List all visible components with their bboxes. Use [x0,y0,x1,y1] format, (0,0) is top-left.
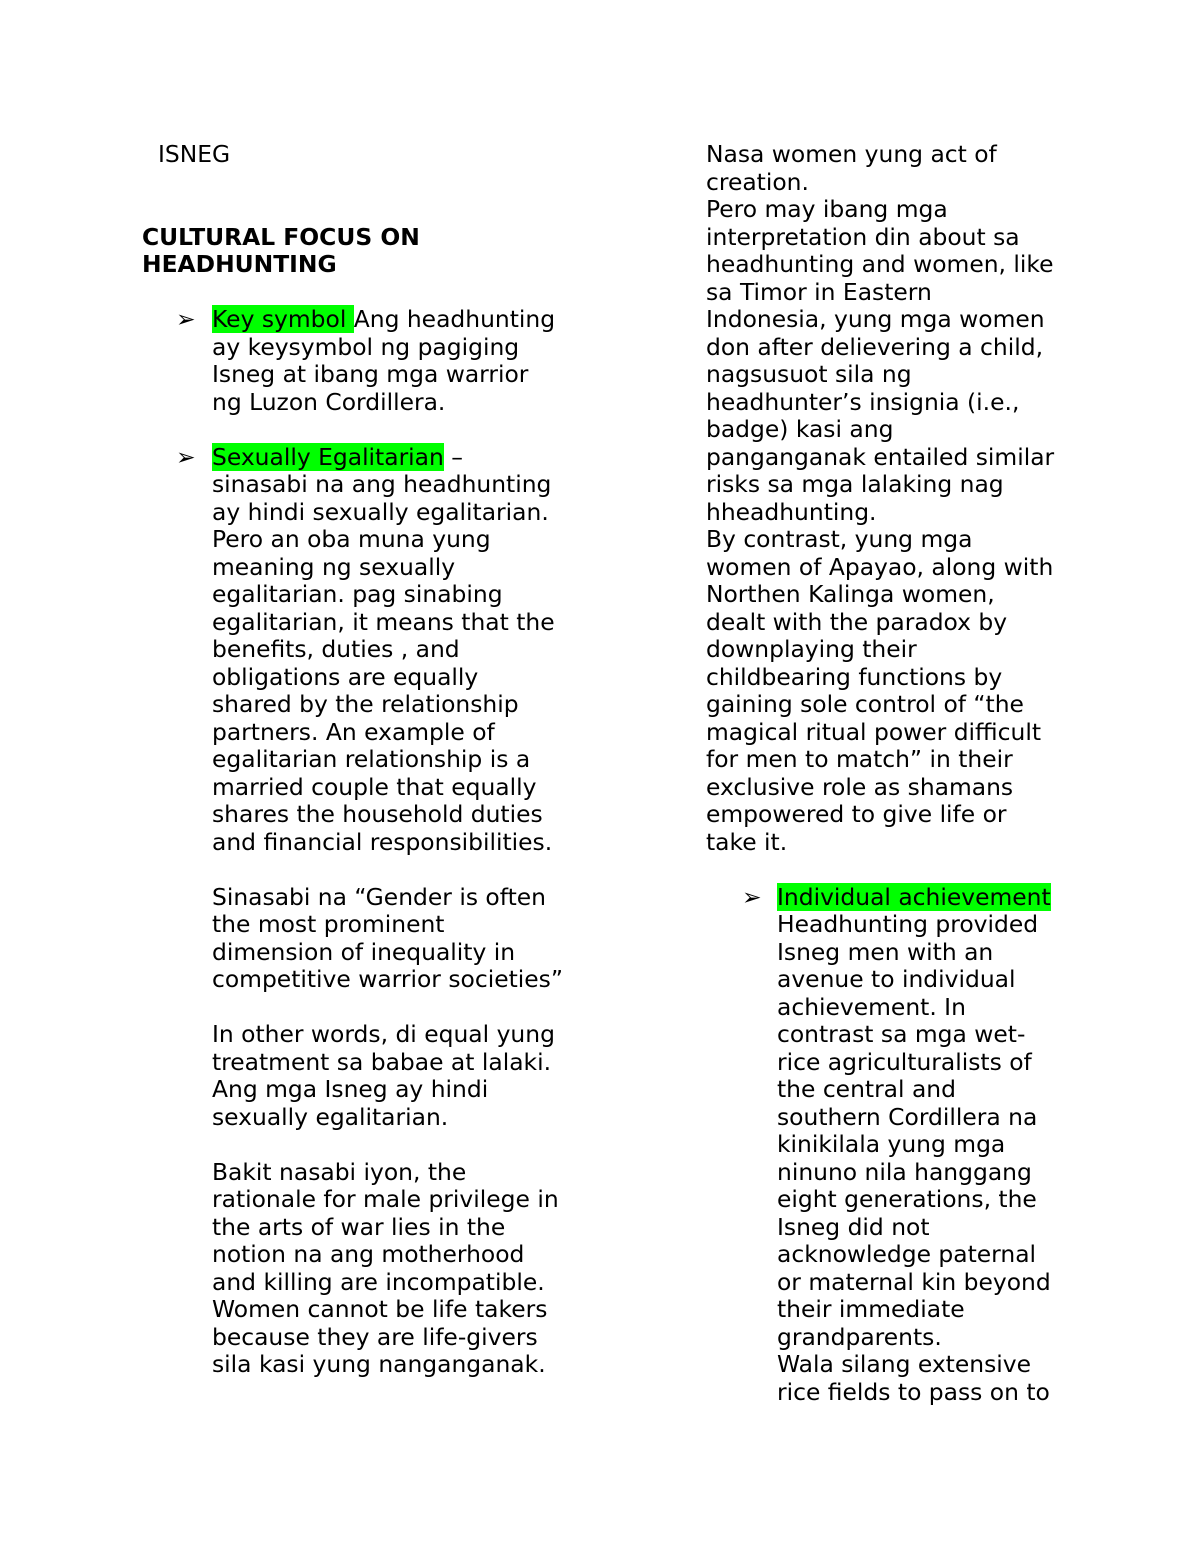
arrow-bullet-icon: ➢ [176,305,196,333]
bullet-individual-achievement: ➢ Individual achievement Headhunting provided Isneg men with an avenue to individual achievement. In contrast sa mga wet- rice agriculturalists of the central and southern Cordillera na kinikilala yung mga ninuno nila hanggang eight generations, the Isneg did not acknowledge paternal or maternal kin beyond their immediate grandparents. Wala silang extensive rice fields to pass on to [742,882,1051,1406]
bullet-key-symbol: ➢ Key symbol Ang headhunting ay keysymbol ng pagiging Isneg at ibang mga warrior ng Luzon Cordillera. [176,305,556,416]
arrow-bullet-icon: ➢ [742,882,762,911]
highlighted-term: Key symbol [212,305,354,333]
paragraph-women-creation: Nasa women yung act of creation. Pero may ibang mga interpretation din about sa headhunting and women, like sa Timor in Eastern Indonesia, yung mga women don after delievering a child, nagsusuot sila ng headhunter’s insignia (i.e., badge) kasi ang panganganak entailed similar risks sa mga lalaking nag hheadhunting. By contrast, yung mga women of Apayao, along with Northen Kalinga women, dealt with the paradox by downplaying their childbearing functions by gaining sole control of “the magical ritual power difficult for men to match” in their exclusive role as shamans empowered to give life or take it. [706,140,1055,856]
left-column [142,141,582,1379]
highlighted-term: Individual achievement [777,882,1051,911]
document-title: ISNEG [158,140,231,168]
paragraph-rationale: Bakit nasabi iyon, the rationale for male privilege in the arts of war lies in the notion na ang motherhood and killing are incompatible. Women cannot be life takers because they are life-givers sila kasi yung nanganganak. [212,1157,559,1378]
arrow-bullet-icon: ➢ [176,442,196,471]
paragraph-in-other-words: In other words, di equal yung treatment sa babae at lalaki. Ang mga Isneg ay hindi sexually egalitarian. [212,1020,555,1131]
bullet-sexually-egalitarian: ➢ Sexually Egalitarian – sinasabi na ang headhunting ay hindi sexually egalitarian. Pero an oba muna yung meaning ng sexually egalitarian. pag sinabing egalitarian, it means that the benefits, duties , and obligations are equally shared by the relationship partners. An example of egalitarian relationship is a married couple that equally shares the household duties and financial responsibilities. [176,442,555,856]
right-column [706,141,1076,1406]
section-heading: CULTURAL FOCUS ON HEADHUNTING [142,222,420,278]
highlighted-term: Sexually Egalitarian [212,442,444,471]
paragraph-gender-quote: Sinasabi na “Gender is often the most prominent dimension of inequality in competitive warrior societies” [212,882,563,993]
